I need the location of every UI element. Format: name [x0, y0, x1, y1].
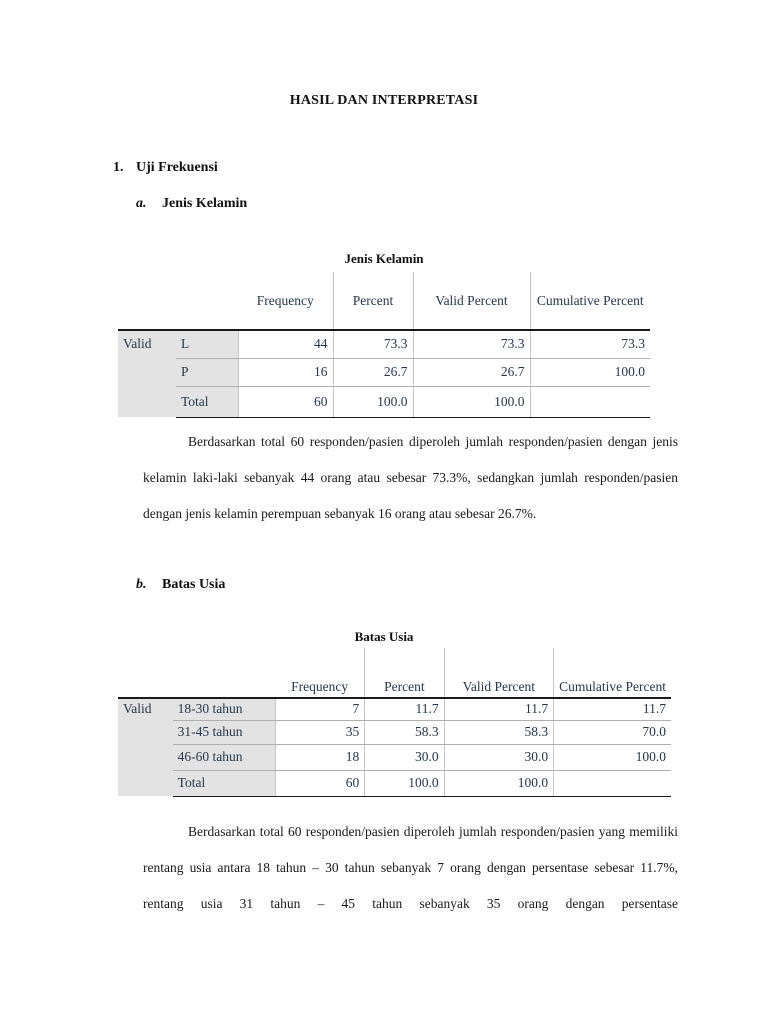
cell-percent: 73.3 — [333, 330, 413, 358]
cell-percent: 100.0 — [365, 770, 444, 796]
header-percent: Percent — [365, 648, 444, 698]
cell-cumulative: 11.7 — [554, 698, 671, 720]
table-header-row — [118, 648, 671, 698]
subsection-heading-jenis-kelamin — [136, 196, 247, 212]
cell-valid-percent: 26.7 — [413, 358, 530, 386]
header-cumulative-percent: Cumulative Percent — [554, 648, 671, 698]
cell-cumulative — [530, 386, 650, 417]
cell-percent: 30.0 — [365, 744, 444, 770]
cell-cumulative: 73.3 — [530, 330, 650, 358]
header-frequency: Frequency — [256, 292, 314, 308]
cell-valid-percent: 100.0 — [413, 386, 530, 417]
row-label: P — [176, 358, 238, 386]
cell-valid-percent: 11.7 — [444, 698, 553, 720]
subsection-letter: a. — [136, 196, 147, 211]
subsection-label: Batas Usia — [162, 577, 226, 592]
table-row — [118, 358, 650, 386]
paragraph-text: Berdasarkan total 60 responden/pasien diperoleh jumlah responden/pasien yang memiliki rentang usia antara 18 tahun – 30 tahun sebanyak 7 orang dengan persentase sebesar 11.7%, rentang usia 31 tahun – 45 tahun sebanyak 35 orang dengan persentase — [143, 824, 678, 911]
cell-frequency: 35 — [275, 720, 365, 744]
row-label: Total — [176, 386, 238, 417]
group-label: Valid — [118, 330, 176, 417]
cell-valid-percent: 73.3 — [413, 330, 530, 358]
paragraph-text: Berdasarkan total 60 responden/pasien diperoleh jumlah responden/pasien dengan jenis kelamin laki-laki sebanyak 44 orang atau sebesar 73.3%, sedangkan jumlah responden/pasien dengan jenis kelamin perempuan sebanyak 16 orang atau sebesar 26.7%. — [143, 434, 678, 521]
cell-valid-percent: 58.3 — [444, 720, 553, 744]
header-percent: Percent — [333, 272, 413, 330]
header-valid-percent: Valid Percent — [444, 648, 553, 698]
header-frequency: Frequency — [291, 679, 349, 694]
page-title: HASIL DAN INTERPRETASI — [289, 93, 479, 108]
cell-frequency: 44 — [238, 330, 333, 358]
header-valid-percent: Valid Percent — [413, 272, 530, 330]
table-row — [118, 330, 650, 358]
header-empty — [118, 272, 176, 330]
subsection-heading-batas-usia — [136, 577, 225, 593]
cell-frequency: 60 — [275, 770, 365, 796]
header-empty — [173, 648, 275, 698]
cell-frequency: 16 — [238, 358, 333, 386]
cell-valid-percent: 30.0 — [444, 744, 553, 770]
cell-percent: 26.7 — [333, 358, 413, 386]
frequency-table-batas-usia — [118, 648, 671, 797]
group-label: Valid — [118, 698, 173, 796]
cell-frequency: 7 — [275, 698, 365, 720]
row-label: 46-60 tahun — [173, 744, 275, 770]
row-label: L — [176, 330, 238, 358]
cell-cumulative: 100.0 — [530, 358, 650, 386]
section-heading-uji-frekuensi — [113, 160, 218, 176]
cell-cumulative: 100.0 — [554, 744, 671, 770]
row-label: 31-45 tahun — [173, 720, 275, 744]
section-number: 1. — [113, 160, 124, 175]
table-caption-jenis-kelamin: Jenis Kelamin — [344, 251, 424, 266]
interpretation-paragraph-batas-usia — [143, 814, 678, 922]
table-row — [118, 698, 671, 720]
cell-valid-percent: 100.0 — [444, 770, 553, 796]
subsection-letter: b. — [136, 577, 147, 592]
row-label: Total — [173, 770, 275, 796]
table-header-row — [118, 272, 650, 330]
cell-percent: 11.7 — [365, 698, 444, 720]
cell-cumulative — [554, 770, 671, 796]
table-row — [118, 720, 671, 744]
section-label: Uji Frekuensi — [136, 160, 218, 175]
cell-frequency: 60 — [238, 386, 333, 417]
table-row-total — [118, 770, 671, 796]
table-row — [118, 744, 671, 770]
table-caption-batas-usia: Batas Usia — [354, 629, 414, 644]
cell-percent: 100.0 — [333, 386, 413, 417]
header-empty — [176, 272, 238, 330]
header-empty — [118, 648, 173, 698]
header-cumulative-percent: Cumulative Percent — [530, 272, 650, 330]
cell-cumulative: 70.0 — [554, 720, 671, 744]
cell-percent: 58.3 — [365, 720, 444, 744]
frequency-table-jenis-kelamin — [118, 272, 650, 418]
table-row-total — [118, 386, 650, 417]
interpretation-paragraph-jenis-kelamin — [143, 424, 678, 532]
cell-frequency: 18 — [275, 744, 365, 770]
row-label: 18-30 tahun — [173, 698, 275, 720]
subsection-label: Jenis Kelamin — [162, 196, 248, 211]
